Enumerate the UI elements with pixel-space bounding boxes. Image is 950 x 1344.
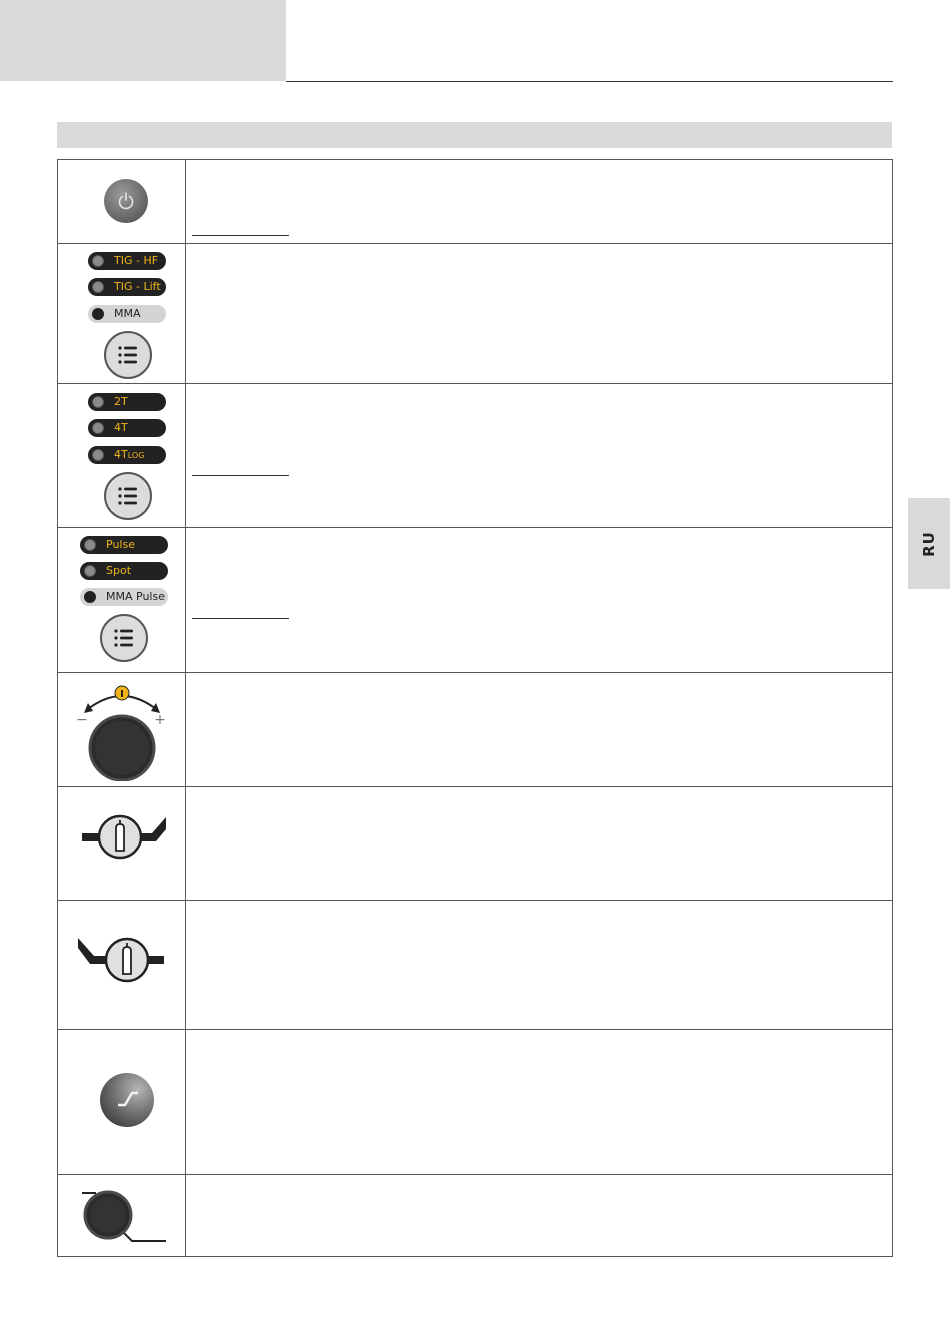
desc-cell-slope bbox=[186, 1030, 893, 1175]
power-button[interactable] bbox=[102, 177, 150, 225]
menu-list-icon bbox=[118, 487, 137, 504]
indicator-tig-hf bbox=[88, 252, 166, 270]
led-icon bbox=[92, 255, 104, 267]
desc-cell-gas-pre-flow bbox=[186, 787, 893, 901]
indicator-label: 2T bbox=[114, 395, 128, 408]
icon-cell-current-knob bbox=[58, 673, 186, 787]
gas-postflow-icon bbox=[76, 934, 168, 986]
indicator-pulse bbox=[80, 536, 168, 554]
header-corner-box bbox=[0, 0, 286, 81]
indicator-label-sub: LOG bbox=[127, 450, 145, 460]
icon-cell-slope bbox=[58, 1030, 186, 1175]
table-row-gas-post-flow bbox=[58, 901, 893, 1030]
desc-cell-function bbox=[186, 528, 893, 673]
indicator-label: Spot bbox=[106, 564, 132, 577]
icon-cell-downslope-knob bbox=[58, 1175, 186, 1257]
indicator-tig-lift bbox=[88, 278, 166, 296]
table-row-slope bbox=[58, 1030, 893, 1175]
icon-cell-gas-post-flow bbox=[58, 901, 186, 1030]
table-row-mode bbox=[58, 384, 893, 528]
indicator-2t bbox=[88, 393, 166, 411]
current-knob[interactable] bbox=[76, 681, 168, 781]
indicator-label: MMA bbox=[114, 307, 141, 320]
indicator-mma-pulse bbox=[80, 588, 168, 606]
led-icon bbox=[84, 539, 96, 551]
minus-label: − bbox=[76, 712, 88, 728]
desc-cell-gas-post-flow bbox=[186, 901, 893, 1030]
indicator-label: TIG - HF bbox=[114, 254, 159, 267]
led-icon bbox=[84, 591, 96, 603]
gas-preflow-icon bbox=[80, 811, 170, 863]
downslope-knob[interactable] bbox=[80, 1187, 170, 1247]
desc-cell-process bbox=[186, 244, 893, 384]
desc-cell-current-knob bbox=[186, 673, 893, 787]
indicator-label-main: 4T bbox=[114, 447, 128, 461]
controls-table bbox=[57, 159, 893, 1257]
current-symbol: I bbox=[120, 689, 124, 700]
icon-cell-gas-pre-flow bbox=[58, 787, 186, 901]
table-row-current-knob bbox=[58, 673, 893, 787]
note-underline bbox=[192, 235, 289, 236]
led-icon bbox=[92, 308, 104, 320]
led-icon bbox=[92, 396, 104, 408]
process-select-button[interactable] bbox=[103, 330, 153, 380]
header-rule bbox=[286, 81, 893, 82]
desc-cell-downslope-knob bbox=[186, 1175, 893, 1257]
indicator-spot bbox=[80, 562, 168, 580]
led-icon bbox=[92, 449, 104, 461]
desc-cell-power bbox=[186, 160, 893, 244]
icon-cell-mode bbox=[58, 384, 186, 528]
plus-label: + bbox=[154, 712, 166, 728]
language-tab bbox=[908, 498, 950, 589]
language-tab-label: RU bbox=[919, 530, 938, 557]
indicator-label: TIG - Lift bbox=[114, 280, 161, 293]
indicator-label bbox=[114, 446, 144, 465]
indicator-4t-log bbox=[88, 446, 166, 464]
section-title-bar bbox=[57, 122, 892, 148]
mode-select-button[interactable] bbox=[103, 471, 153, 521]
table-row-function bbox=[58, 528, 893, 673]
icon-cell-process bbox=[58, 244, 186, 384]
table-row-gas-pre-flow bbox=[58, 787, 893, 901]
led-icon bbox=[84, 565, 96, 577]
desc-cell-mode bbox=[186, 384, 893, 528]
indicator-label: 4T bbox=[114, 421, 128, 434]
indicator-mma bbox=[88, 305, 166, 323]
note-underline bbox=[192, 618, 289, 619]
led-icon bbox=[92, 422, 104, 434]
indicator-label: Pulse bbox=[106, 538, 135, 551]
menu-list-icon bbox=[118, 346, 137, 363]
note-underline bbox=[192, 475, 289, 476]
led-icon bbox=[92, 281, 104, 293]
function-select-button[interactable] bbox=[99, 613, 149, 663]
slope-button[interactable] bbox=[98, 1071, 156, 1129]
icon-cell-power bbox=[58, 160, 186, 244]
menu-list-icon bbox=[114, 629, 133, 646]
table-row-process bbox=[58, 244, 893, 384]
table-row-downslope-knob bbox=[58, 1175, 893, 1257]
icon-cell-function bbox=[58, 528, 186, 673]
indicator-4t bbox=[88, 419, 166, 437]
indicator-label: MMA Pulse bbox=[106, 590, 165, 603]
table-row-power bbox=[58, 160, 893, 244]
